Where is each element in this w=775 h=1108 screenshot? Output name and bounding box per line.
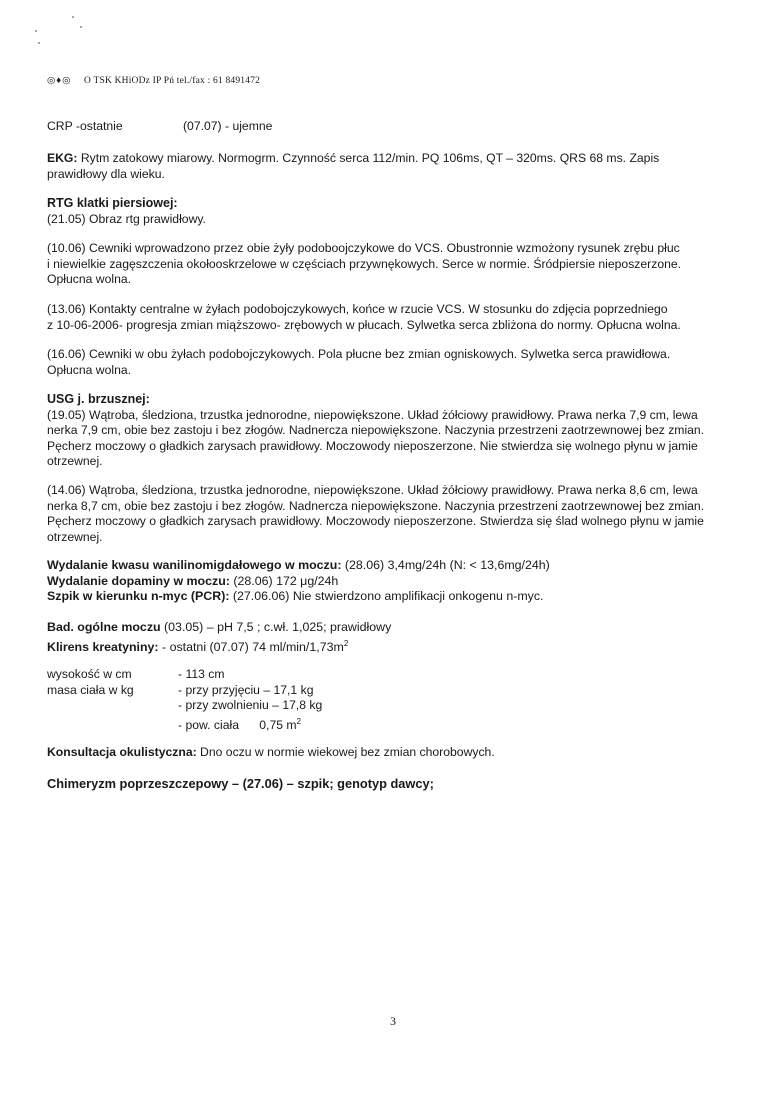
ekg-label: EKG:: [47, 151, 78, 165]
scan-speck: [72, 16, 74, 18]
crp-label: CRP -ostatnie: [47, 119, 123, 133]
urine-label: Bad. ogólne moczu: [47, 620, 161, 634]
mass-admit: - przy przyjęciu – 17,1 kg: [178, 682, 314, 697]
usg-heading: USG j. brzusznej:: [47, 392, 150, 406]
text-line: (14.06) Wątroba, śledziona, trzustka jednorodne, niepowiększone. Układ żółciowy prawidłowy. Prawa nerka 8,6 cm, lewa: [47, 483, 698, 497]
height-value: - 113 cm: [178, 667, 225, 681]
consult-value: Dno oczu w normie wiekowej bez zmian chorobowych.: [196, 745, 495, 759]
text-line: otrzewnej.: [47, 454, 103, 468]
text-line: Opłucna wolna.: [47, 272, 132, 286]
text-line: i niewielkie zagęszczenia okołooskrzelowe w częściach przywnękowych. Serce w normie. Śródpiersie nieposzerzone.: [47, 256, 682, 271]
text-line: Pęcherz moczowy o gładkich zarysach prawidłowy. Moczowody nieposzerzone. Stwierdza się ślad wolnego płynu w jamie: [47, 514, 704, 528]
letterhead: [47, 75, 260, 86]
vma-label: Wydalanie kwasu wanilinomigdałowego w moczu:: [47, 558, 342, 572]
crp-value: (07.07) - ujemne: [183, 119, 273, 133]
text-line: nerka 8,7 cm, obie bez zastoju i bez złogów. Nadnercza niepowiększone. Naczynia przestrzeni zaotrzewnowej bez zmian.: [47, 498, 705, 513]
rtg-entry: [47, 347, 670, 378]
rtg-section: [47, 196, 206, 227]
text-line: (13.06) Kontakty centralne w żyłach podobojczykowych, końce w rzucie VCS. W stosunku do zdjęcia poprzedniego: [47, 302, 668, 316]
letterhead-text: O TSK KHiODz IP Pń tel./fax : 61 8491472: [84, 76, 261, 86]
bsa-value: - pow. ciała 0,75 m: [178, 717, 297, 732]
anthro-values: [178, 667, 322, 733]
nmyc-label: Szpik w kierunku n-myc (PCR):: [47, 589, 230, 603]
scan-speck: [80, 26, 82, 28]
usg-entry: [47, 483, 704, 545]
labs-section: [47, 558, 550, 605]
scan-speck: [35, 30, 37, 32]
ekg-text: Rytm zatokowy miarowy. Normogrm. Czynność serca 112/min. PQ 106ms, QT – 320ms. QRS 68 ms. Zapis: [77, 151, 660, 165]
consult-label: Konsultacja okulistyczna:: [47, 745, 197, 759]
clearance-sup: 2: [343, 638, 349, 648]
rtg-entry: [47, 241, 681, 288]
ekg-section: [47, 151, 659, 182]
crp-row: [47, 119, 123, 135]
clearance-label: Klirens kreatyniny:: [47, 639, 159, 654]
urine-section: [47, 620, 391, 655]
scan-speck: [38, 42, 40, 44]
consult-section: [47, 745, 495, 761]
mass-discharge: - przy zwolnieniu – 17,8 kg: [178, 698, 323, 712]
ekg-text-cont: prawidłowy dla wieku.: [47, 166, 165, 181]
rtg-entry: [47, 302, 681, 333]
usg-section: [47, 392, 704, 470]
page-number: 3: [390, 1014, 396, 1028]
text-line: z 10-06-2006- progresja zmian miąższowo- zrębowych w płucach. Sylwetka serca zbliżona do normy. Opłucna wolna.: [47, 317, 681, 332]
vma-value: (28.06) 3,4mg/24h (N: < 13,6mg/24h): [341, 558, 550, 572]
text-line: (10.06) Cewniki wprowadzono przez obie żyły podoboojczykowe do VCS. Obustronnie wzmożony rysunek zrębu płuc: [47, 241, 680, 255]
text-line: nerka 7,9 cm, obie bez zastoju i bez złogów. Nadnercza niepowiększone. Naczynia przestrzeni zaotrzewnowej bez zmian.: [47, 423, 705, 437]
rtg-entry: (21.05) Obraz rtg prawidłowy.: [47, 211, 206, 226]
text-line: Opłucna wolna.: [47, 362, 132, 377]
dopamine-value: (28.06) 172 μg/24h: [229, 573, 339, 588]
rtg-heading: RTG klatki piersiowej:: [47, 196, 178, 210]
clearance-value: - ostatni (07.07) 74 ml/min/1,73m: [158, 639, 344, 654]
height-label: wysokość w cm: [47, 667, 132, 681]
text-line: (19.05) Wątroba, śledziona, trzustka jednorodne, niepowiększone. Układ żółciowy prawidłowy. Prawa nerka 7,9 cm, lewa: [47, 407, 698, 422]
institution-logo-icon: ◎♦◎: [47, 76, 72, 86]
nmyc-value: (27.06.06) Nie stwierdzono amplifikacji onkogenu n-myc.: [229, 589, 544, 603]
dopamine-label: Wydalanie dopaminy w moczu:: [47, 573, 230, 588]
text-line: (16.06) Cewniki w obu żyłach podobojczykowych. Pola płucne bez zmian ogniskowych. Sylwetka serca prawidłowa.: [47, 347, 671, 361]
bsa-sup: 2: [296, 716, 301, 726]
text-line: otrzewnej.: [47, 529, 103, 544]
chimerism-line: Chimeryzm poprzeszczepowy – (27.06) – szpik; genotyp dawcy;: [47, 776, 434, 791]
text-line: Pęcherz moczowy o gładkich zarysach prawidłowy. Moczowody nieposzerzone. Nie stwierdza się wolnego płynu w jamie: [47, 438, 698, 453]
mass-label: masa ciała w kg: [47, 683, 134, 697]
urine-value: (03.05) – pH 7,5 ; c.wł. 1,025; prawidłowy: [160, 620, 392, 634]
